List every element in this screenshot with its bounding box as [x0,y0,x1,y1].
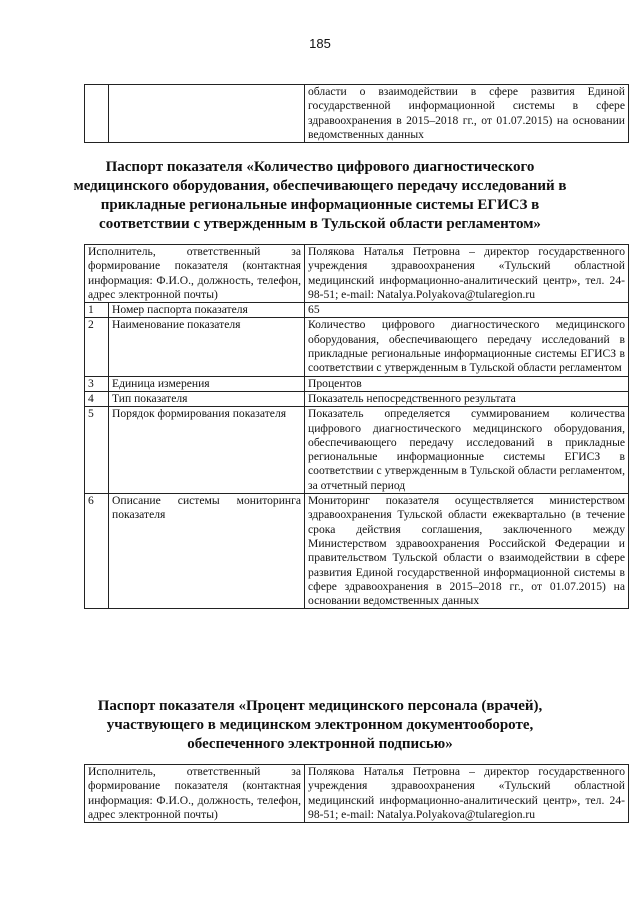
row-label: Наименование показателя [109,318,305,376]
row-number: 1 [85,303,109,318]
label-cell [109,85,305,143]
table-row [85,318,629,376]
table-row [85,407,629,494]
row-number: 6 [85,494,109,609]
passport1-table [84,244,629,609]
table-row [85,85,629,143]
row-value: Количество цифрового диагностического медицинского оборудования, обеспечивающего передачу исследований в прикладные региональные информационные системы ЕГИСЗ в соответствии с утвержденным в Тульской области регламентом [305,318,629,376]
row-number: 3 [85,376,109,391]
row-label: Номер паспорта показателя [109,303,305,318]
table-row [85,391,629,406]
row-value: Мониторинг показателя осуществляется министерством здравоохранения Тульской области ежеквартально (в течение срока действия соглашения, заключенного между Министерством здравоохранения Российской Федерации и правительством Тульской области о взаимодействии в сфере развития Единой государственной информационной системы в сфере здравоохранения в 2015–2018 гг., от 01.07.2015) на основании ведомственных данных [305,494,629,609]
row-number: 5 [85,407,109,494]
table-row [85,303,629,318]
passport2-table [84,764,629,823]
row-label: Порядок формирования показателя [109,407,305,494]
table-row [85,376,629,391]
number-cell [85,85,109,143]
executor-value: Полякова Наталья Петровна – директор государственного учреждения здравоохранения «Тульский областной медицинский информационно-аналитический центр», тел. 24-98-51; e-mail: Natalya.Polyakova@tularegion.ru [305,765,629,823]
row-value: Показатель непосредственного результата [305,391,629,406]
executor-row [85,245,629,303]
continued-table [84,84,629,143]
value-cell: области о взаимодействии в сфере развития Единой государственной информационной системы в сфере здравоохранения в 2015–2018 гг., от 01.07.2015) на основании ведомственных данных [305,85,629,143]
executor-label: Исполнитель, ответственный за формирование показателя (контактная информация: Ф.И.О., должность, телефон, адрес электронной почты) [85,245,305,303]
executor-row [85,765,629,823]
row-value: Процентов [305,376,629,391]
row-number: 4 [85,391,109,406]
executor-label: Исполнитель, ответственный за формирование показателя (контактная информация: Ф.И.О., должность, телефон, адрес электронной почты) [85,765,305,823]
row-value: Показатель определяется суммированием количества цифрового диагностического медицинского оборудования, обеспечивающего передачу исследований в прикладные региональные информационные системы ЕГИСЗ в соответствии с утвержденным в Тульской области регламентом, за отчетный период [305,407,629,494]
row-label: Описание системы мониторинга показателя [109,494,305,609]
executor-value: Полякова Наталья Петровна – директор государственного учреждения здравоохранения «Тульский областной медицинский информационно-аналитический центр», тел. 24-98-51; e-mail: Natalya.Polyakova@tularegion.ru [305,245,629,303]
row-number: 2 [85,318,109,376]
table-row [85,494,629,609]
row-value: 65 [305,303,629,318]
passport2-title: Паспорт показателя «Процент медицинского персонала (врачей), участвующего в медицинском электронном документообороте, обеспеченного электронной подписью» [97,698,543,752]
row-label: Тип показателя [109,391,305,406]
row-label: Единица измерения [109,376,305,391]
passport1-title: Паспорт показателя «Количество цифрового диагностического медицинского оборудования, обеспечивающего передачу исследований в прикладные региональные информационные системы ЕГИСЗ в соответствии с утвержденным в Тульской области регламентом» [73,159,567,232]
page-number: 185 [309,36,331,51]
